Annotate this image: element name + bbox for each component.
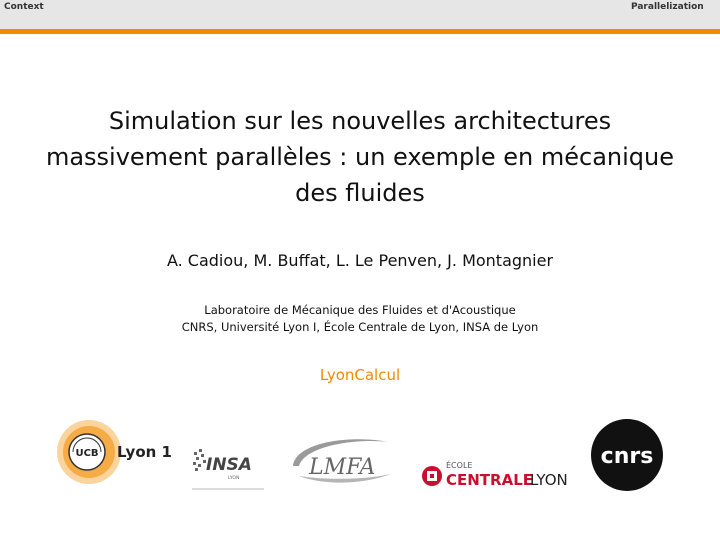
affiliation-line-1: Laboratoire de Mécanique des Fluides et d'Acoustique bbox=[204, 303, 516, 317]
slide-title bbox=[40, 103, 680, 211]
insa-text: INSA bbox=[206, 455, 252, 475]
lmfa-text: LMFA bbox=[309, 455, 376, 480]
cnrs-logo bbox=[590, 418, 664, 492]
frame-dots-parallelization[interactable] bbox=[631, 15, 720, 23]
event-name: LyonCalcul bbox=[319, 366, 401, 384]
affiliation-line-2: CNRS, Université Lyon I, École Centrale de Lyon, INSA de Lyon bbox=[181, 320, 539, 334]
title-line-3: des fluides bbox=[295, 179, 425, 207]
section-label-context: Context bbox=[4, 2, 44, 12]
centrale-top-text: ÉCOLE bbox=[446, 461, 473, 470]
section-nav-context[interactable] bbox=[4, 2, 44, 13]
lyon1-text: Lyon 1 bbox=[117, 443, 172, 461]
section-nav-parallelization[interactable] bbox=[631, 2, 704, 13]
title-line-2: massivement parallèles : un exemple en mécanique bbox=[45, 143, 675, 171]
centrale-city-text: LYON bbox=[530, 471, 568, 489]
lmfa-logo bbox=[285, 432, 397, 490]
lyon1-logo bbox=[55, 410, 175, 495]
insa-logo bbox=[190, 440, 265, 492]
title-line-1: Simulation sur les nouvelles architectures bbox=[108, 107, 612, 135]
header-rule bbox=[0, 29, 720, 34]
insa-sub-text: LYON bbox=[228, 476, 240, 481]
header-bar bbox=[0, 0, 720, 29]
ucb-text: UCB bbox=[75, 448, 99, 459]
section-label-parallelization: Parallelization bbox=[631, 2, 704, 12]
frame-dots-context[interactable] bbox=[4, 15, 76, 23]
affiliation bbox=[40, 302, 680, 336]
cnrs-text: cnrs bbox=[600, 444, 654, 469]
centrale-main-text: CENTRALE bbox=[446, 471, 534, 489]
centrale-lyon-logo bbox=[420, 455, 570, 495]
authors: A. Cadiou, M. Buffat, L. Le Penven, J. Montagnier bbox=[166, 251, 554, 270]
